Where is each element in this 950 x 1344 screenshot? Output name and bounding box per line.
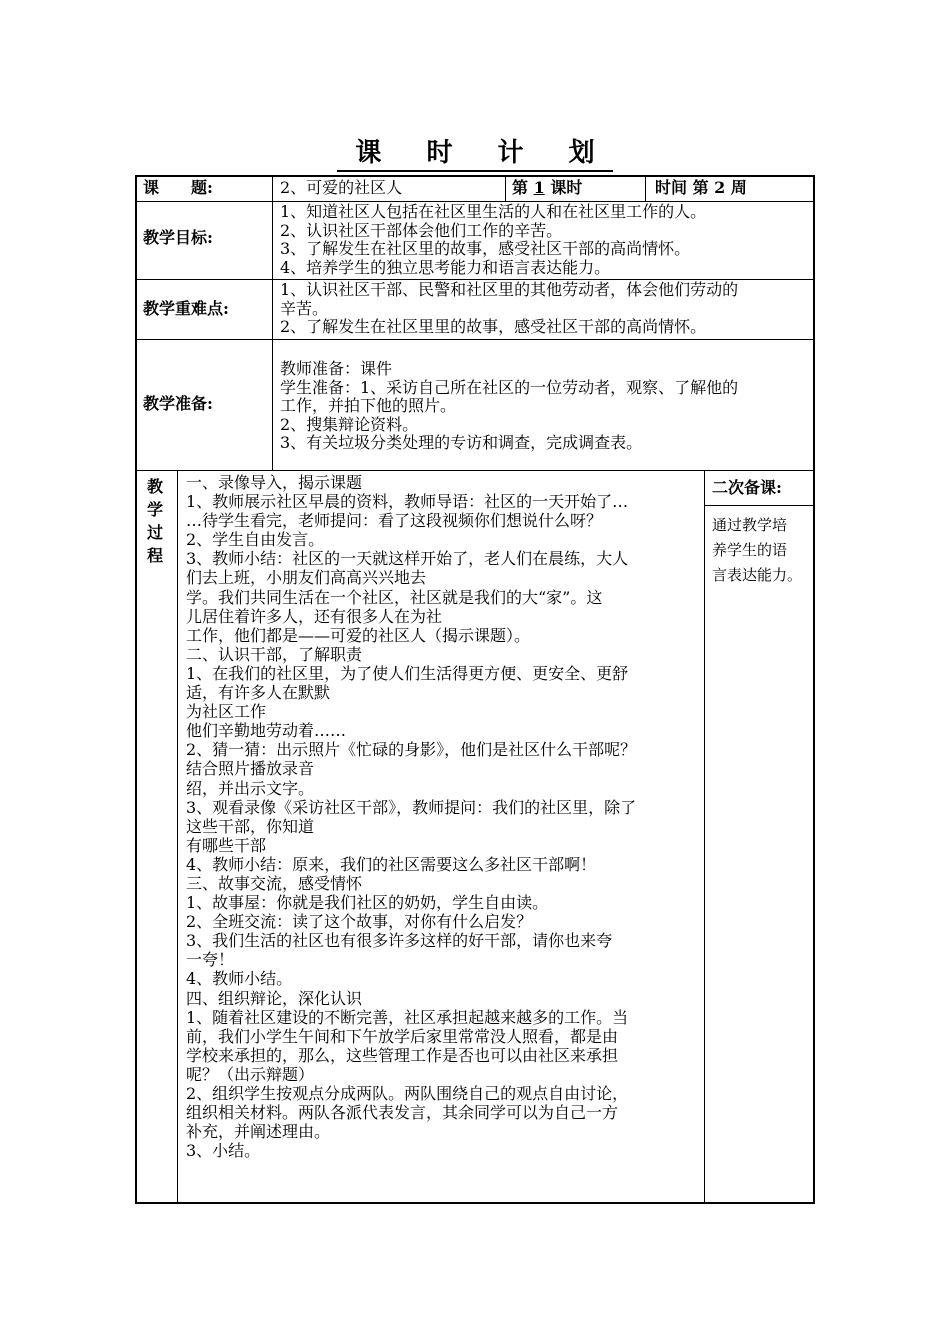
- process-line: 2、学生自由发言。: [186, 530, 325, 550]
- process-line: 有哪些干部: [186, 835, 267, 855]
- row-divider: [704, 505, 815, 506]
- process-label-char: 教: [146, 477, 163, 496]
- process-label-char: 程: [146, 546, 163, 565]
- process-line: 1、随着社区建设的不断完善，社区承担起越来越多的工作。当: [186, 1007, 629, 1027]
- process-line: 4、教师小结：原来，我们的社区需要这么多社区干部啊！: [186, 854, 597, 874]
- process-line: 补充，并阐述理由。: [186, 1122, 331, 1142]
- process-line: 2、全班交流：读了这个故事，对你有什么启发？: [186, 912, 533, 932]
- topic-value: 2、可爱的社区人: [280, 178, 403, 197]
- process-line: 2、组织学生按观点分成两队。两队围绕自己的观点自由讨论，: [186, 1084, 629, 1103]
- process-line: 前，我们小学生午间和下午放学后家里常常没人照看，都是由: [186, 1026, 619, 1046]
- second-prep-line: 通过教学培: [712, 516, 788, 534]
- process-label-char: 过: [146, 523, 163, 542]
- preparation-text: [280, 360, 738, 453]
- preparation-line: 3、有关垃圾分类处理的专访和调查，完成调查表。: [280, 433, 643, 453]
- process-text: [186, 473, 636, 1160]
- second-prep-line: 言表达能力。: [712, 566, 803, 584]
- second-prep-line: 养学生的语: [712, 541, 788, 559]
- lesson-num: 1: [533, 178, 545, 197]
- process-line: 呢？（出示辩题）: [186, 1064, 315, 1084]
- process-line: 1、在我们的社区里，为了使人们生活得更方便、更安全、更舒: [186, 663, 629, 683]
- process-line: 三、故事交流，感受情怀: [186, 873, 363, 893]
- key-points-label: 教学重难点:: [143, 299, 229, 318]
- process-line: 适，有许多人在默默: [186, 683, 331, 703]
- process-line: 一、录像导入，揭示课题: [186, 473, 363, 492]
- process-line: 2、猜一猜：出示照片《忙碌的身影》，他们是社区什么干部呢？: [186, 740, 637, 760]
- lesson-suffix: 课时: [550, 178, 583, 197]
- process-line: 组织相关材料。两队各派代表发言，其余同学可以为自己一方: [186, 1103, 619, 1123]
- time-week: 时间 第 2 周: [655, 178, 747, 197]
- preparation-line: 2、搜集辩论资料。: [280, 414, 419, 434]
- process-line: 学。我们共同生活在一个社区，社区就是我们的大“家”。这: [186, 587, 603, 607]
- topic-label: 课 题:: [143, 178, 213, 197]
- lesson-prefix: 第: [512, 178, 529, 197]
- key-points-text: [280, 281, 738, 337]
- process-line: 二、认识干部，了解职责: [186, 644, 363, 664]
- process-label-char: 学: [146, 500, 163, 519]
- second-prep-text: [712, 513, 802, 588]
- row-divider: [135, 339, 815, 340]
- process-line: 1、故事屋：你就是我们社区的奶奶，学生自由读。: [186, 893, 549, 913]
- goals-label: 教学目标:: [143, 228, 213, 247]
- row-divider: [135, 470, 815, 471]
- key-point-line: 辛苦。: [280, 298, 329, 318]
- process-line: 这些干部，你知道: [186, 816, 315, 836]
- process-line: 学校来承担的，那么，这些管理工作是否也可以由社区来承担: [186, 1045, 619, 1065]
- col-divider: [177, 470, 178, 1204]
- col-divider: [505, 175, 506, 202]
- process-line: 3、小结。: [186, 1141, 261, 1161]
- goal-line: 1、知道社区人包括在社区里生活的人和在社区里工作的人。: [280, 202, 707, 221]
- process-line: 1、教师展示社区早晨的资料，教师导语：社区的一天开始了…: [186, 492, 629, 512]
- goal-line: 4、培养学生的独立思考能力和语言表达能力。: [280, 257, 611, 277]
- process-line: 他们辛勤地劳动着……: [186, 721, 347, 741]
- process-line: 儿居住着许多人，还有很多人在为社: [186, 606, 443, 626]
- process-label: [140, 475, 170, 567]
- process-line: 3、教师小结：社区的一天就这样开始了，老人们在晨练，大人: [186, 549, 629, 569]
- process-line: 们去上班，小朋友们高高兴兴地去: [186, 568, 427, 588]
- process-line: 为社区工作: [186, 702, 267, 722]
- goals-text: [280, 203, 706, 277]
- process-line: 工作，他们都是——可爱的社区人（揭示课题）。: [186, 625, 531, 645]
- second-prep-label: 二次备课:: [712, 478, 782, 497]
- process-line: 4、教师小结。: [186, 969, 293, 989]
- process-line: 3、观看录像《采访社区干部》，教师提问：我们的社区里，除了: [186, 797, 637, 817]
- process-line: 绍，并出示文字。: [186, 778, 315, 798]
- col-divider: [645, 175, 646, 202]
- col-divider: [272, 175, 273, 471]
- goal-line: 2、认识社区干部体会他们工作的辛苦。: [280, 220, 563, 240]
- process-line: …待学生看完，老师提问：看了这段视频你们想说什么呀？: [186, 511, 603, 531]
- col-divider: [704, 470, 705, 1204]
- preparation-line: 教师准备：课件: [280, 359, 393, 378]
- goal-line: 3、了解发生在社区里的故事，感受社区干部的高尚情怀。: [280, 239, 691, 259]
- page-title: 课 时 计 划: [0, 132, 950, 169]
- process-line: 四、组织辩论，深化认识: [186, 988, 363, 1008]
- process-line: 结合照片播放录音: [186, 759, 315, 779]
- preparation-line: 学生准备：1、采访自己所在社区的一位劳动者，观察、了解他的: [280, 377, 739, 397]
- process-line: 3、我们生活的社区也有很多许多这样的好干部，请你也来夸: [186, 931, 613, 951]
- key-point-line: 2、了解发生在社区里里的故事，感受社区干部的高尚情怀。: [280, 317, 707, 337]
- lesson-number: [512, 179, 582, 198]
- preparation-label: 教学准备:: [143, 394, 213, 413]
- key-point-line: 1、认识社区干部、民警和社区里的其他劳动者，体会他们劳动的: [280, 280, 739, 299]
- preparation-line: 工作，并拍下他的照片。: [280, 396, 457, 416]
- process-line: 一夸！: [186, 950, 235, 970]
